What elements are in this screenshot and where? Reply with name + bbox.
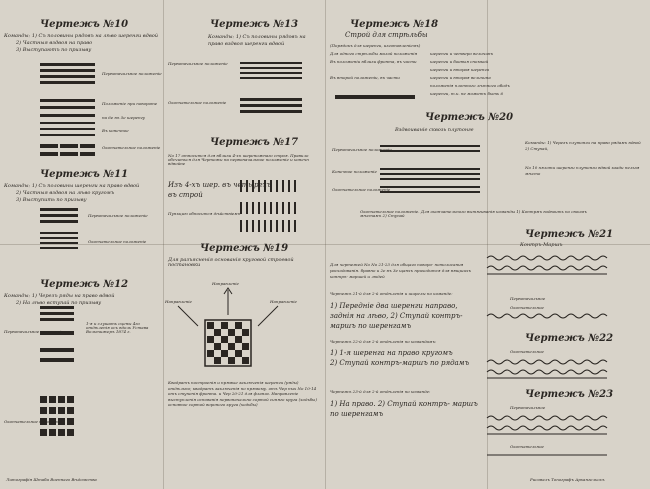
ch11-formation-final: [40, 232, 78, 249]
ch19-label-left: Направленіе: [165, 299, 192, 304]
ch20-caption: Вздвоиваніе сквозь плутонге: [395, 127, 474, 133]
heading-ch12: Чертежъ №12: [40, 279, 129, 290]
ch18-rifle-bar: [335, 95, 415, 99]
mid-para-8: 1) На право. 2) Ступай контръ- маршъ по шеренгамъ: [330, 400, 478, 418]
ch18-c4: Въ второй положеніи, въ части: [330, 75, 400, 80]
mid-para-5: 1) 1-я шеренга на право кругомъ: [330, 349, 453, 357]
footer-right: Рисовалъ Топографъ Архангельскъ: [530, 477, 605, 482]
arrow-right: [258, 306, 278, 326]
heading-ch11: Чертежъ №11: [40, 169, 129, 180]
ch20-note: Окончательное положеніе. Для окончательного вытягиванія команды 1) Контрмъ вздвоить по своимъ мѣстамъ 2) Ступай: [360, 209, 587, 218]
ch22-label: Окончательное: [510, 349, 544, 354]
heading-ch13: Чертежъ №13: [210, 19, 299, 30]
ch18-c1: (Порядокъ для шеренги, изготовленіемъ): [330, 43, 421, 48]
ch13-caption: Командыː 1) Съ половины рядовъ на: [208, 34, 306, 40]
mid-para-4: Чертежъ 22-й для 2-й отдѣленія по командамъ:: [330, 339, 437, 344]
ch18-r2: шеренги и боевыя сномкой: [430, 59, 489, 64]
ch20-commands-2: Nо 10 пялоти шеренги плутонги вдвой кзади нельзя мѣсто: [525, 165, 640, 176]
ch10-label-final: Окончательное положеніе: [102, 145, 161, 150]
heading-ch17: Чертежъ №17: [210, 137, 299, 148]
ch10-label-turn2: на 6е въ 5е шеренгу: [102, 115, 145, 120]
ch17-label-3: Пункцию обносится дѣйствіемъ: [168, 211, 241, 216]
mid-para-3: 1) Передніе два шеренги направо, заднія на лѣво, 2) Ступай контръ- маршъ по шеренгамъ: [330, 302, 463, 330]
ch21-wave-2: [487, 266, 607, 270]
ch21-label-initial: Первоначальное: [510, 296, 546, 301]
ch13-caption-2: право вздвоя шеренги вдвой: [208, 41, 285, 47]
arrow-left: [178, 306, 198, 326]
ch12-caption-2: 2) На лѣво вступай по призыву: [16, 300, 102, 306]
ch18-r6: шеренги, т.к. не можетъ быть 6: [430, 91, 503, 96]
ch18-r5: положенія плотного лѣтного ободъ: [430, 83, 510, 88]
ch12-formation-final: [40, 396, 74, 436]
ch11-caption: Командыː 1) Съ половины шеренги на право вдвой: [4, 183, 140, 189]
mid-para-2: Чертежъ 21-й для 2-й отдѣленія и ширелы по команде:: [330, 291, 453, 296]
ch18-r4: шеренги и вторая величина: [430, 75, 491, 80]
ch23-label-initial: Первоначальное: [510, 405, 546, 410]
ch10-caption-3: 3) Выступаютъ по призыву: [16, 47, 92, 53]
ch20-label-initial: Первоначальное положеніе: [332, 147, 392, 152]
ch13-label-initial: Первоначальное положеніе: [168, 61, 228, 66]
ch17-label-1: Изъ 4-хъ шер. въ четырехъ: [168, 181, 272, 189]
ch10-formation-dotted: [40, 122, 95, 136]
ch21-wave-3: [487, 314, 607, 318]
ch12-label-final: Окончательное положеніе: [4, 419, 63, 424]
ch13-formation-final: [240, 98, 302, 113]
ch13-formation-initial: [240, 62, 302, 79]
ch13-label-final: Окончательное положеніе: [168, 100, 227, 105]
ch20-formation: [380, 145, 480, 193]
ch23-wave-1: [487, 416, 607, 420]
ch11-caption-3: 3) Выступить по призыву: [16, 197, 87, 203]
ch12-label-initial: Первоначальное положеніе: [4, 329, 64, 334]
ch12-note: 1-я и слушать сцены 4го отдѣленія ось вдоль Устава Вольтижеръ 1874 г.: [86, 321, 149, 334]
ch10-caption: Командыː 1) Съ половины рядовъ на лѣво шеренги вдвой: [4, 33, 158, 39]
mid-para-6: 2) Ступай контръ-маршъ по рядамъ: [330, 359, 470, 367]
ch18-r1: шеренги и четверо величинъ: [430, 51, 494, 56]
ch18-c3: Въ положеніи вблизи фронта, въ части: [330, 59, 417, 64]
ch11-label-initial: Первоначальное положеніе: [88, 213, 148, 218]
ch19-bottom-text: Квадратъ построенія и прямые заключенія шеренги (ряды) отдѣльно; квадратъ заключенія по прямому. отъ Чер ных Nо 10-14 отъ ступенія фронта. и Чер 20-21 для фланга. Направленіе выступленія основанія первоначально сортой синяго круга (ходьбы) основное сортой вороного круга (ходьбы): [168, 380, 317, 408]
ch18-c2: Для одного стрѣльбы малой положенія: [330, 51, 418, 56]
ch10-label-initial: Первоначальное положеніе: [102, 71, 162, 76]
ch10-formation-initial: [40, 63, 95, 84]
ch20-label-end: Конечное положеніе: [332, 169, 377, 174]
ch19-caption: Для разъясненія основанія круговой строевой постановки: [168, 257, 294, 268]
ch23-label-final: Окончательное: [510, 444, 544, 449]
ch19-checkerboard: [205, 320, 251, 366]
heading-ch22: Чертежъ №22: [525, 333, 614, 344]
heading-ch19: Чертежъ №19: [200, 243, 289, 254]
heading-ch18: Чертежъ №18: [350, 19, 439, 30]
ch20-label-final: Окончательное положеніе: [332, 187, 391, 192]
ch10-label-turn: Положеніе при повороте: [102, 101, 158, 106]
ch20-commands: Командыː 1) Черезъ плутонги на право рядамъ вдвой 2) Ступай,: [525, 140, 641, 151]
ch11-caption-2: 2) Частныя вздвоя на лѣво кругомъ: [16, 190, 115, 196]
ch23-wave-2: [487, 426, 607, 430]
heading-ch21: Чертежъ №21: [525, 229, 614, 240]
heading-ch23: Чертежъ №23: [525, 389, 614, 400]
ch19-label-right: Направленіе: [270, 299, 297, 304]
ch12-caption: Командыː 1) Черезъ ряды на право вдвой: [4, 293, 115, 299]
ch21-wave-1: [487, 256, 607, 260]
ch22-wave-2: [487, 370, 607, 374]
footer-left: Литографія Штаба Военнаго Вѣдомства: [6, 477, 97, 482]
ch11-formation-initial: [40, 208, 78, 223]
mid-para-1: Для чертежей Nо Nо 21-23 для общаго поворо- нотолисания расходованія. бравно и 2е въ 3е щанхъ приходится для вящшихъ контръ- маршей и людей: [330, 262, 472, 279]
heading-ch10: Чертежъ №10: [40, 19, 129, 30]
ch10-formation-turn: [40, 99, 95, 117]
ch17-label-2: въ строй: [168, 191, 203, 199]
ch18-caption: Строй для стрѣльбы: [345, 31, 428, 39]
ch10-formation-final: [40, 144, 95, 156]
heading-ch20: Чертежъ №20: [425, 112, 514, 123]
ch22-wave-1: [487, 360, 607, 364]
ch18-r3: шеренги и вторая шеренга: [430, 67, 489, 72]
ch21-label-final: Окончательное: [510, 305, 544, 310]
ch19-label-top: Направленіе: [212, 281, 239, 286]
ch21-caption: Контръ-Маршъ: [520, 242, 563, 248]
ch17-caption: Nо 17 относится для вблизи 4-хъ шереножнаго строя. Правило обсчиться для Чертежи на первоначальное положеніе и конечн вдвойне: [168, 153, 309, 166]
mid-para-7: Чертежъ 23-й для 2-й отдѣленія по команде:: [330, 389, 431, 394]
ch10-label-end: Въ конечное: [102, 128, 129, 133]
ch12-formation-initial: [40, 306, 74, 362]
ch10-caption-2: 2) Частныя вздвоя на право: [16, 40, 93, 46]
ch11-label-final: Окончательное положеніе: [88, 239, 147, 244]
